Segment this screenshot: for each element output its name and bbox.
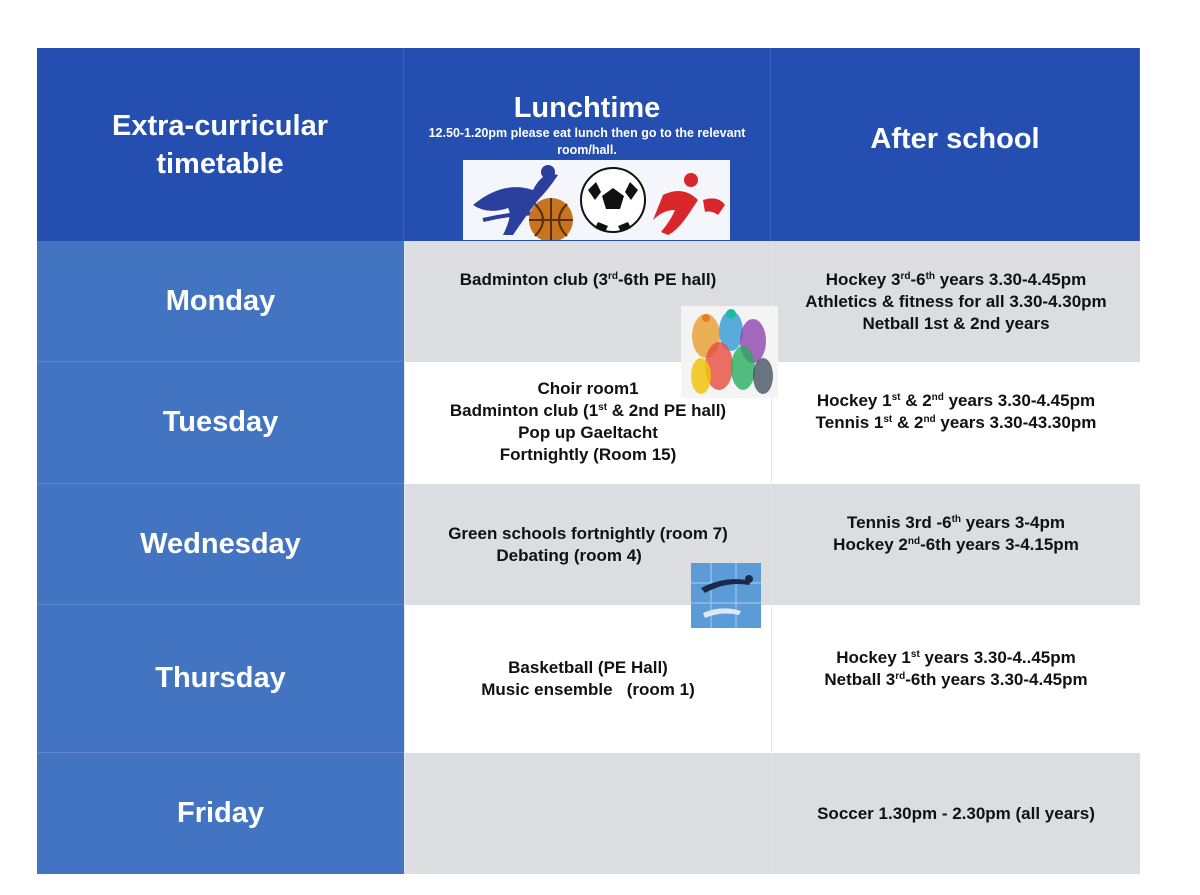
header-col1: [37, 48, 404, 241]
activity-line: Fortnightly (Room 15): [499, 445, 677, 464]
after-thursday: [771, 605, 1140, 753]
day-label: Monday: [165, 284, 276, 317]
lunchtime-note: 12.50-1.20pm please eat lunch then go to the relevant room/hall.: [428, 126, 746, 157]
swimmer-icon: [691, 563, 761, 628]
activity-line: Hockey 1st & 2nd years 3.30-4.45pm: [816, 391, 1096, 410]
after-school-title: After school: [870, 122, 1040, 155]
activity-line: Basketball (PE Hall): [508, 658, 668, 677]
header-title: Extra-curricular timetable: [112, 109, 328, 180]
activity-list: [772, 803, 1140, 825]
activity-line: Pop up Gaeltacht: [518, 423, 658, 442]
activity-line: Badminton club (3rd-6th PE hall): [459, 270, 717, 289]
activity-line: Music ensemble (room 1): [481, 680, 695, 699]
runners-collage-icon: [681, 306, 778, 398]
activity-list: [772, 512, 1140, 556]
activity-line: Tennis 1st & 2nd years 3.30-43.30pm: [815, 413, 1097, 432]
activity-line: Hockey 3rd-6th years 3.30-4.45pm: [825, 270, 1087, 289]
activity-list: [772, 269, 1140, 335]
after-tuesday: [771, 362, 1140, 484]
activity-list: [772, 647, 1140, 691]
day-label: Tuesday: [162, 406, 279, 438]
activity-line: Hockey 1st years 3.30-4..45pm: [836, 648, 1076, 667]
activity-line: Choir room1: [537, 379, 639, 398]
sports-banner-icon: [463, 160, 730, 240]
day-label: Wednesday: [140, 527, 301, 560]
activity-line: Netball 1st & 2nd years: [862, 314, 1050, 333]
activity-list: [405, 657, 771, 701]
day-wednesday: [37, 484, 404, 605]
lunchtime-title: Lunchtime: [513, 92, 661, 124]
day-tuesday: [37, 362, 404, 484]
activity-line: Netball 3rd-6th years 3.30-4.45pm: [824, 670, 1088, 689]
day-label: Friday: [176, 797, 265, 829]
header-col3: [771, 48, 1140, 241]
activity-line: Athletics & fitness for all 3.30-4.30pm: [805, 292, 1107, 311]
day-thursday: [37, 605, 404, 753]
after-wednesday: [771, 484, 1140, 605]
day-friday: [37, 753, 404, 874]
activity-line: Green schools fortnightly (room 7): [448, 524, 728, 543]
day-label: Thursday: [155, 662, 286, 694]
activity-list: [405, 523, 771, 567]
activity-line: Tennis 3rd -6th years 3-4pm: [847, 513, 1065, 532]
activity-line: Soccer 1.30pm - 2.30pm (all years): [817, 803, 1095, 823]
lunch-friday: [404, 753, 771, 874]
after-monday: [771, 241, 1140, 362]
activity-line: Debating (room 4): [496, 546, 680, 565]
activity-list: [772, 390, 1140, 434]
activity-line: Badminton club (1st & 2nd PE hall): [449, 401, 727, 420]
day-monday: [37, 241, 404, 362]
after-friday: [771, 753, 1140, 874]
activity-list: [405, 269, 771, 291]
activity-line: Hockey 2nd-6th years 3-4.15pm: [833, 535, 1079, 554]
